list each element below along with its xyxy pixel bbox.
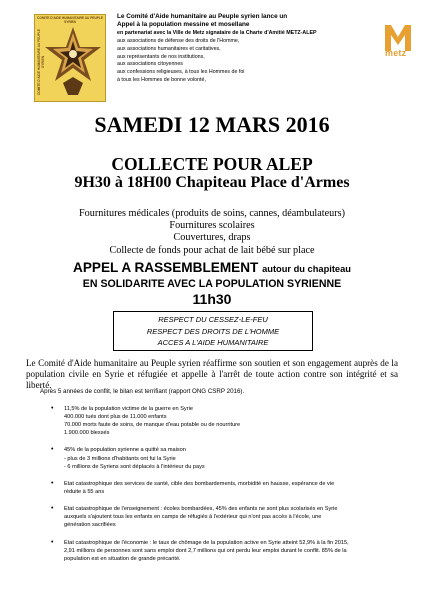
collection-item: Couvertures, draps xyxy=(173,232,251,244)
header-line-2: Appel à la population messine et mosellane xyxy=(117,21,250,29)
collection-items xyxy=(0,208,424,257)
stats-item: • 11,5% de la population victime de la guerre en Syrie 400.000 tués dont plus de 11.000 enfants 70.000 morts faute de soins, de manque d'eau potable ou de nourriture 1.900.000 blessés xyxy=(51,405,391,437)
logo-text-top: COMITE D'AIDE HUMANITAIRE AU PEUPLE SYRIEN xyxy=(37,16,103,24)
rally-time: 11h30 xyxy=(192,291,232,307)
demand-item: RESPECT DU CESSEZ-LE-FEU xyxy=(158,315,268,324)
event-schedule: 9H30 à 18H00 Chapiteau Place d'Armes xyxy=(74,174,350,191)
demand-item: RESPECT DES DROITS DE L'HOMME xyxy=(146,326,280,336)
demand-item: ACCES A L'AIDE HUMANITAIRE xyxy=(157,338,269,347)
stats-item: • 45% de la population syrienne a quitté sa maison - plus de 3 millions d'habitants ont fui la Syrie - 6 millions de Syriens sont déplacés à l'intérieur du pays xyxy=(51,446,391,470)
metz-label: metz xyxy=(385,48,407,58)
comite-logo xyxy=(34,14,106,102)
rally-call xyxy=(0,260,424,307)
header xyxy=(0,0,424,112)
header-addressee: à tous les Hommes de bonne volonté, xyxy=(117,77,206,84)
bilan-intro: Après 5 années de conflit, le bilan est terrifiant (rapport ONG CSRP 2016). xyxy=(40,388,245,395)
rally-solidarity: EN SOLIDARITE AVEC LA POPULATION SYRIENNE xyxy=(82,278,342,290)
header-line-1: Le Comité d'Aide humanitaire au Peuple syrien lance un xyxy=(117,13,288,20)
header-addressee: aux associations de défense des droits de l'Homme, xyxy=(117,37,240,44)
collection-item: Collecte de fonds pour achat de lait bébé sur place xyxy=(109,244,315,256)
header-addressee: aux confessions religieuses, à tous les Hommes de foi xyxy=(117,69,245,76)
event-date: SAMEDI 12 MARS 2016 xyxy=(94,112,330,137)
stats-item: • Etat catastrophique de l'enseignement : écoles bombardées, 45% des enfants ne sont plus scolarisés en Syrie auxquels s'ajoutent tous les enfants en camps de réfugiés à l'extérieur qui n'ont pas accès à l'école, une génération sacrifiées xyxy=(51,505,391,529)
collection-item: Fournitures scolaires xyxy=(169,220,255,232)
header-addressee: aux représentants de nos institutions, xyxy=(117,53,205,60)
rally-title: APPEL A RASSEMBLEMENT autour du chapiteau xyxy=(73,260,351,275)
header-addressee: aux associations humanitaires et caritatives, xyxy=(117,45,221,52)
stats-item: • Etat catastrophique de l'économie : le taux de chômage de la population active en Syrie atteint 52,9% à la fin 2015, 2,91 millions de personnes sont sans emploi dont 2,7 millions qui ont perdu leur emploi durant le conflit. 85% de la population est en situation de grande précarité. xyxy=(51,539,391,563)
demands-box xyxy=(113,311,313,351)
header-addressee: aux associations citoyennes xyxy=(117,61,183,68)
hands-star-icon xyxy=(43,23,103,99)
logo-text-side: COMITE D'AIDE HUMANITAIRE AU PEUPLE SYRIEN xyxy=(37,29,45,95)
collection-item: Fournitures médicales (produits de soins, cannes, déambulateurs) xyxy=(79,208,345,219)
event-title: COLLECTE POUR ALEP xyxy=(111,154,313,174)
stats-list xyxy=(51,405,391,572)
header-line-3: en partenariat avec la Ville de Metz signataire de la Charte d'Amitié METZ-ALEP xyxy=(117,29,317,36)
stats-item: • Etat catastrophique des services de santé, cible des bombardements, morbidité en hausse, espérance de vie réduite à 55 ans xyxy=(51,480,391,496)
header-text xyxy=(117,13,389,85)
rally-title-suffix: autour du chapiteau xyxy=(262,264,351,274)
commitment-paragraph: Le Comité d'Aide humanitaire au Peuple syrien réaffirme son soutien et son engagement auprès de la population civile en Syrie et réfugiée et appelle à l'arrêt de toute action contre son intégrité et sa liberté. xyxy=(26,358,398,391)
